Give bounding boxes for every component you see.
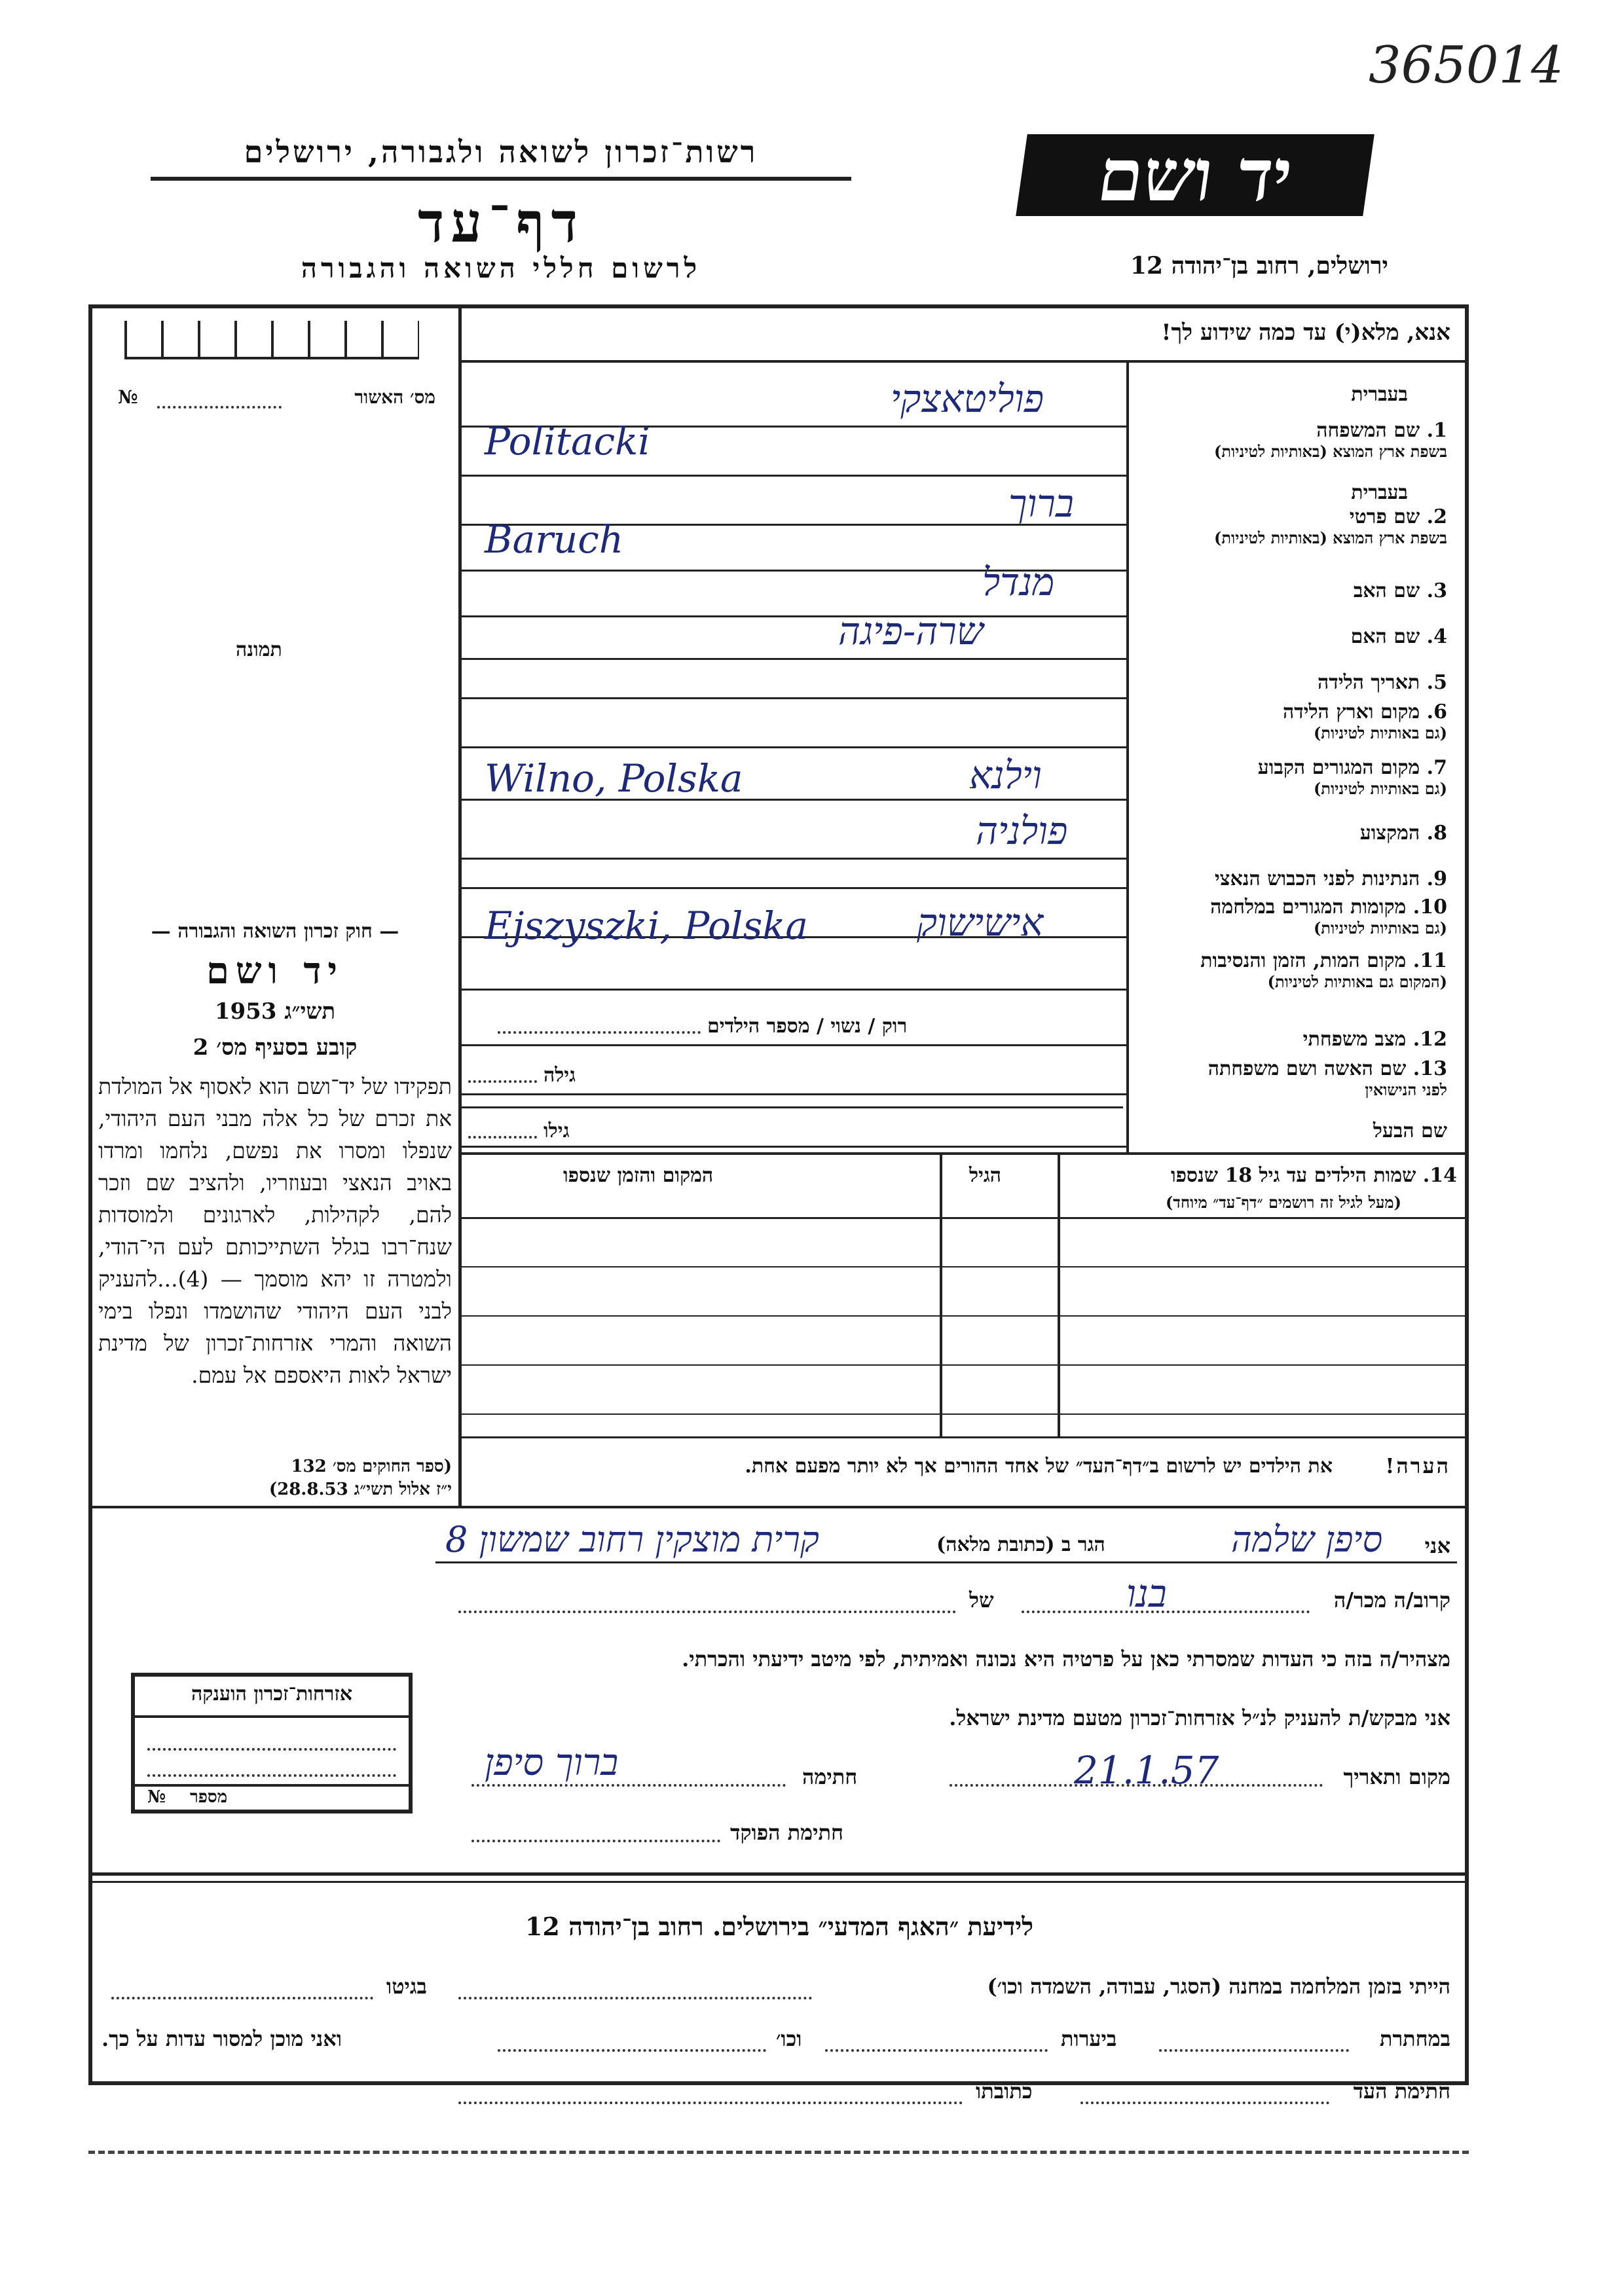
mother-name-value: שרה-פיגה — [838, 609, 984, 653]
citizenship-number-label: מספר — [190, 1787, 228, 1807]
camp-line-label: הייתי בזמן המלחמה במחנה (הסגר, עבודה, השמדה וכו׳) — [987, 1974, 1450, 1999]
relative-label: קרוב/ה מכר/ה — [1333, 1588, 1450, 1613]
declarant-name-value: סיפן שלמה — [1231, 1519, 1383, 1560]
wartime-residence-latin-value: Ejszyszki, Polska — [485, 903, 808, 948]
note-text: את הילדים יש לרשום ב״דף־העד״ של אחד ההורים אך לא יותר מפעם אחת. — [745, 1455, 1333, 1478]
field-14-num: 14. — [1422, 1164, 1457, 1187]
archive-number: 365014 — [1369, 36, 1564, 95]
form-subtitle: לרשום חללי השואה והגבורה — [301, 252, 701, 284]
law-source: (ספר החוקים מס׳ 132 — [291, 1457, 452, 1476]
field-10-num: 10. — [1412, 896, 1447, 919]
field-13-label: שם האשה ושם משפחתה — [1208, 1057, 1407, 1080]
field-4-label: שם האם — [1350, 625, 1420, 648]
law-source-date: י״ז אלול תשי״ג 28.8.53) — [268, 1480, 452, 1499]
field-1-num: 1. — [1426, 419, 1447, 442]
residence-latin-value: Wilno, Polska — [485, 756, 743, 801]
field-5-num: 5. — [1426, 671, 1447, 694]
surname-latin-value: Politacki — [485, 419, 650, 464]
etc-label: וכו׳ — [776, 2026, 802, 2051]
field-8-label: המקצוע — [1359, 822, 1420, 845]
approval-number-label: מס׳ האשור — [354, 386, 435, 408]
field-10-label: מקומות המגורים במלחמה — [1210, 896, 1407, 919]
ghetto-label: בגיטו — [386, 1974, 427, 1999]
signature-label: חתימה — [802, 1764, 858, 1789]
field-10-sub: (גם באותיות לטיניות) — [1313, 919, 1447, 938]
field-11-label: מקום המות, הזמן והנסיבות — [1200, 949, 1407, 972]
field-3-label: שם האב — [1353, 579, 1420, 602]
field-13-num: 13. — [1412, 1057, 1447, 1080]
witness-signature-label: חתימת העד — [1353, 2079, 1450, 2104]
bottom-dashed-border — [88, 2151, 1469, 2154]
scientific-dept-title: לידיעת ״האגף המדעי״ בירושלים. רחוב בן־יהודה 12 — [525, 1912, 1034, 1941]
law-name: יד ושם — [206, 949, 344, 993]
declaration-i-label: אני — [1424, 1533, 1450, 1558]
place-date-label: מקום ותאריך — [1343, 1764, 1450, 1789]
field-11-num: 11. — [1412, 949, 1447, 972]
field-5-label: תאריך הלידה — [1318, 671, 1420, 694]
husband-age-label: גילו — [544, 1120, 570, 1142]
field-13-sub: לפני הנישואין — [1365, 1080, 1447, 1099]
field-7-sub: (גם באותיות לטיניות) — [1313, 779, 1447, 798]
field-6-num: 6. — [1426, 701, 1447, 723]
signature-value: ברוך סיפן — [485, 1741, 619, 1784]
children-age-header: הגיל — [969, 1164, 1002, 1187]
declaration-request: אני מבקש/ת להעניק לנ״ל אזרחות־זכרון מטעם מדינת ישראל. — [949, 1705, 1450, 1730]
header-address: ירושלים, רחוב בן־יהודה 12 — [1130, 252, 1388, 280]
approval-tick-boxes — [124, 321, 419, 359]
yad-vashem-logo: יד ושם — [1016, 134, 1375, 216]
officer-signature-label: חתימת הפוקד — [730, 1820, 843, 1845]
field-7-num: 7. — [1426, 756, 1447, 779]
intro-text: אנא, מלא(י) עד כמה שידוע לך! — [1161, 319, 1450, 346]
field-4-num: 4. — [1426, 625, 1447, 648]
forests-label: ביערות — [1061, 2026, 1117, 2051]
relative-value: בנו — [1126, 1571, 1167, 1616]
field-9-num: 9. — [1426, 867, 1447, 890]
citizenship-box-title: אזרחות־זכרון הוענקה — [191, 1683, 353, 1705]
field-14-label: שמות הילדים עד גיל 18 שנספו — [1170, 1164, 1416, 1187]
field-1-sub: בשפת ארץ המוצא (באותיות לטיניות) — [1214, 442, 1447, 461]
law-body: תפקידו של יד־ושם הוא לאסוף אל המולדת את זכרם של כל אלה מבני העם היהודי, שנפלו ומסרו את נפשם, נלחמו ומרדו באויב הנאצי ובעוזריו, ולהציב שם וזכר להם, לקהילות, לארגונים ולמוסדות שנח־רבו בגלל השתייכותם לעם הי־הודי, ולמטרה זו יהא מוסמך — (4)...להעניק לבני העם היהודי שהושמדו ונפלו בימי השואה והמרי אזרחות־זכרון של מדינת ישראל לאות היאספם אל עמם. — [98, 1074, 452, 1388]
field-9-label: הנתינות לפני הכבוש הנאצי — [1214, 867, 1420, 890]
law-clause: קובע בסעיף מס׳ 2 — [193, 1034, 358, 1061]
field-2-label: שם פרטי — [1349, 505, 1420, 528]
fields-area — [1133, 360, 1460, 1152]
header-authority: רשות־זכרון לשואה ולגבורה, ירושלים — [244, 134, 758, 170]
field-12-num: 12. — [1412, 1028, 1447, 1051]
field-11-sub: (המקום גם באותיות לטיניות) — [1267, 972, 1447, 991]
field-6-label: מקום וארץ הלידה — [1282, 701, 1420, 723]
declaration-residing-label: הגר ב (כתובת מלאה) — [936, 1533, 1105, 1556]
label-column-divider — [1126, 360, 1129, 1152]
photo-label: תמונה — [236, 638, 282, 661]
father-name-value: מנדל — [982, 560, 1055, 604]
profession-value: פולניה — [976, 809, 1068, 853]
children-names-subheader: (מעל לגיל זה רושמים ״דף־עד״ מיוחד) — [1165, 1193, 1401, 1212]
declarant-address-value: קרית מוצקין רחוב שמשון 8 — [445, 1519, 819, 1560]
note-label: הערה! — [1385, 1453, 1450, 1478]
field-3-num: 3. — [1426, 579, 1447, 602]
hebrew-label-1: בעברית — [1351, 383, 1408, 406]
husband-label: שם הבעל — [1373, 1120, 1447, 1142]
wife-age-label: גילה — [544, 1064, 576, 1087]
approval-number-symbol: № — [118, 386, 138, 408]
of-label: של — [969, 1588, 994, 1613]
field-8-num: 8. — [1426, 822, 1447, 845]
field-2-sub: בשפת ארץ המוצא (באותיות לטיניות) — [1214, 528, 1447, 547]
field-7-label: מקום המגורים הקבוע — [1257, 756, 1420, 779]
law-year: תשי״ג 1953 — [214, 998, 336, 1025]
testimony-ready-label: ואני מוכן למסור עדות על כך. — [101, 2026, 342, 2051]
hebrew-label-2: בעברית — [1351, 481, 1408, 504]
place-date-value: 21.1.57 — [1074, 1748, 1219, 1793]
children-names-header — [1171, 1164, 1457, 1187]
underground-label: במחתרת — [1379, 2026, 1450, 2051]
declaration-statement: מצהיר/ה בזה כי העדות שמסרתי כאן על פרטיה היא נכונה ואמיתית, לפי מיטב ידיעתי והכרתי. — [682, 1647, 1450, 1671]
surname-hebrew-value: פוליטאצקי — [891, 376, 1044, 421]
field-12-label: מצב משפחתי — [1302, 1028, 1407, 1051]
citizenship-number-symbol: № — [147, 1787, 166, 1807]
firstname-latin-value: Baruch — [485, 517, 624, 562]
field-1-label: שם המשפחה — [1316, 419, 1420, 442]
header-authority-underline — [151, 177, 851, 181]
law-heading: — חוק זכרון השואה והגבורה — — [151, 920, 399, 943]
witness-address-label: כתובתו — [976, 2079, 1033, 2104]
firstname-hebrew-value: ברוך — [1008, 481, 1074, 526]
field-2-num: 2. — [1426, 505, 1447, 528]
family-status-options: רוק / נשוי / מספר הילדים — [707, 1015, 908, 1038]
residence-hebrew-value: וילנא — [969, 753, 1042, 797]
wartime-residence-hebrew-value: אישישוק — [917, 900, 1044, 945]
field-6-sub: (גם באותיות לטיניות) — [1313, 723, 1447, 742]
form-title: דף־עד — [417, 190, 584, 255]
children-place-header: המקום והזמן שנספו — [563, 1164, 714, 1187]
